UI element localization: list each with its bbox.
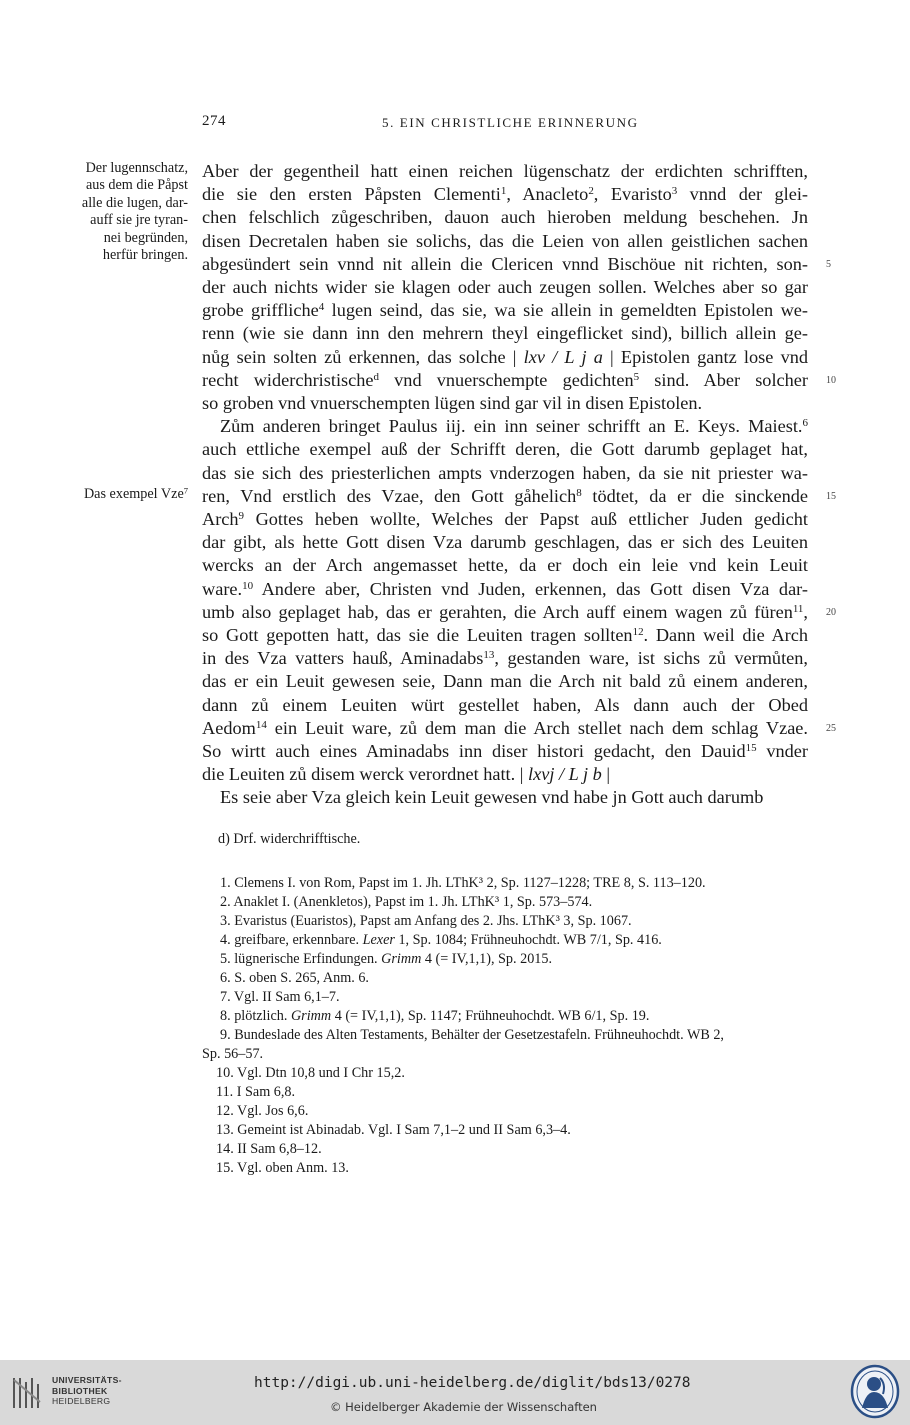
footnote: 10. Vgl. Dtn 10,8 und I Chr 15,2.: [216, 1065, 405, 1081]
margin-note-line: herfür bringen.: [102, 247, 188, 264]
footnote: 11. I Sam 6,8.: [216, 1084, 296, 1100]
margin-note: [82, 160, 188, 264]
academy-seal-icon[interactable]: [850, 1364, 900, 1419]
text-line: recht widerchristische$^d$ vnd vnuerschempte gedichten$^5$ sind. Aber solcher: [202, 369, 808, 390]
text-line: dar gibt, als hette Gott disen Vza darumb geschlagen, das er sich des Leuiten: [202, 532, 808, 553]
footnote-ref[interactable]: 4: [318, 301, 325, 314]
footer-bar: [0, 1360, 910, 1425]
footnote-ref[interactable]: 1: [500, 185, 507, 198]
text-line: der auch nichts wider sie klagen oder auch zeugen sollen. Welches aber so gar: [202, 277, 808, 297]
footnote-ref[interactable]: 10: [242, 579, 254, 592]
permalink-url[interactable]: http://digi.ub.uni-heidelberg.de/diglit/bds13/0278: [254, 1375, 691, 1391]
footnote: 3. Evaristus (Euaristos), Papst am Anfang des 2. Jhs. LThK³ 3, Sp. 1067.: [220, 913, 632, 929]
line-number: 5: [826, 258, 831, 270]
footnote: 2. Anaklet I. (Anenkletos), Papst im 1. Jh. LThK³ 1, Sp. 573–574.: [220, 894, 593, 910]
text-line: chen felschlich zůgeschriben, dauon auch hieroben meldung beschehen. Jn: [202, 207, 808, 228]
text-line: So wirtt auch eines Aminadabs inn diser histori gedacht, den Dauid$^{15}$ vnder: [202, 741, 809, 761]
running-title: 5. EIN CHRISTLICHE ERINNERUNG: [382, 115, 639, 130]
footnote-ref[interactable]: 8: [576, 486, 582, 499]
text-line: Arch$^9$ Gottes heben wollte, Welches der Papst auß ettlicher Juden gedicht: [202, 509, 808, 529]
text-line: nůg sein solten zů erkennen, das solche | lxv / L j a | Epistolen gantz lose vnd: [202, 346, 808, 367]
footnote-ref[interactable]: 13: [483, 649, 495, 662]
footnote-ref[interactable]: 5: [633, 370, 640, 383]
line-number: 10: [826, 374, 836, 386]
text-line: renn (wie sie dann inn den mehrern theyl eingeflicket sind), billich allein ge-: [202, 323, 808, 344]
text-line: umb also geplaget hab, das er gerahten, die Arch auff einem wagen zů füren$^{11}$,: [202, 601, 808, 622]
line-number: 25: [826, 722, 836, 734]
university-library-logo[interactable]: [10, 1374, 140, 1414]
text-line: auch ettliche exempel auß der Schrifft deren, die Gott darumb geplaget hat,: [202, 439, 808, 460]
text-line: die Leuiten zů disem werck verordnet hatt. | lxvj / L j b |: [202, 764, 611, 785]
margin-note-line: aus dem die Påpst: [85, 177, 188, 194]
footnote: 6. S. oben S. 265, Anm. 6.: [220, 970, 369, 986]
library-name: UNIVERSITÄTS- BIBLIOTHEK HEIDELBERG: [52, 1375, 122, 1406]
italic-text: lxvj / L j b: [528, 764, 602, 785]
copyright-notice: © Heidelberger Akademie der Wissenschaften: [330, 1400, 597, 1414]
footnote-ref[interactable]: 15: [745, 741, 757, 754]
footnote-ref[interactable]: 3: [671, 185, 678, 198]
text-line: so groben vnd vnuerschempten lügen sind gar vil in disen Epistolen.: [202, 393, 703, 413]
text-line: abgesündert sein vnnd nit allein die Clericen vnnd Bischöue nit richten, son-: [202, 253, 808, 274]
text-line: dann zů einem Leuiten würt gestellet haben, Als dann auch der Obed: [202, 694, 808, 715]
footnote: 8. plötzlich. Grimm 4 (= IV,1,1), Sp. 1147; Frühneuhochdt. WB 6/1, Sp. 19.: [220, 1008, 650, 1024]
text-line: disen Decretalen haben sie solichs, das die Leien von allen geistlichen sachen: [202, 230, 808, 251]
margin-note: [84, 486, 188, 503]
text-line: die sie den ersten Påpsten Clementi$^1$, Anacleto$^2$, Evaristo$^3$ vnnd der glei-: [202, 184, 808, 205]
footnote: 15. Vgl. oben Anm. 13.: [216, 1160, 349, 1176]
footnote-ref[interactable]: 2: [588, 185, 594, 198]
page-number: 274: [202, 113, 226, 129]
library-logo-icon: [10, 1374, 44, 1412]
italic-text: lxv / L j a: [523, 346, 603, 367]
text-line: das sie sich des priesterlichen ampts vnderzogen haben, da sie nit priester wa-: [202, 462, 808, 483]
footnote-ref[interactable]: 11: [792, 602, 804, 615]
footnote-ref[interactable]: 6: [802, 417, 808, 430]
text-line: ware.$^{10}$ Andere aber, Christen vnd Juden, erkennen, das Gott disen Vza dar-: [202, 578, 808, 599]
text-line: Aedom$^{14}$ ein Leuit ware, zů dem man die Arch stellet nach dem schlag Vzae.: [202, 717, 808, 738]
footnote: 9. Bundeslade des Alten Testaments, Behälter der Gesetzestafeln. Frühneuhochdt. WB 2,: [220, 1027, 724, 1043]
text-line: wercks an der Arch angemasset hette, da er doch ein leie vnd kein Leuit: [202, 555, 808, 576]
footnote-ref[interactable]: 7: [183, 485, 188, 496]
text-line: Zům anderen bringet Paulus iij. ein inn seiner schrifft an E. Keys. Maiest.$^6$: [220, 416, 808, 437]
footnote-ref[interactable]: d: [373, 370, 379, 383]
footnote: 13. Gemeint ist Abinadab. Vgl. I Sam 7,1–2 und II Sam 6,3–4.: [216, 1122, 571, 1138]
line-number: 15: [826, 490, 836, 502]
text-line: grobe griffliche$^4$ lugen seind, das sie, wa sie allein in gemeldten Epistolen we-: [202, 300, 808, 321]
footnote: 5. lügnerische Erfindungen. Grimm 4 (= IV,1,1), Sp. 2015.: [220, 951, 553, 967]
margin-note-line: Der lugennschatz,: [85, 160, 188, 176]
text-line: Aber der gegentheil hatt einen reichen lügenschatz der erdichten schrifften,: [202, 161, 808, 181]
text-line: so Gott gepotten hatt, das sie die Leuiten tragen sollten$^{12}$. Dann weil die Arch: [202, 625, 808, 645]
margin-note-line: Das exempel Vze$^7$: [83, 485, 188, 502]
margin-note-line: nei begründen,: [103, 229, 188, 246]
footnote-continuation: Sp. 56–57.: [202, 1046, 264, 1062]
italic-text: Grimm: [381, 951, 422, 967]
margin-note-line: alle die lugen, dar-: [81, 194, 188, 211]
line-number: 20: [826, 606, 836, 618]
footnote: 7. Vgl. II Sam 6,1–7.: [220, 989, 340, 1005]
margin-note-line: auff sie jre tyran-: [90, 212, 188, 229]
footnote-ref[interactable]: 12: [632, 625, 644, 638]
footnote: 12. Vgl. Jos 6,6.: [216, 1103, 309, 1119]
footnote: 14. II Sam 6,8–12.: [216, 1141, 322, 1157]
footnote: 1. Clemens I. von Rom, Papst im 1. Jh. LThK³ 2, Sp. 1127–1228; TRE 8, S. 113–120.: [220, 875, 706, 891]
italic-text: Grimm: [290, 1008, 332, 1024]
text-line: das er ein Leuit gewesen seie, Dann man die Arch nit bald zů einem anderen,: [202, 671, 808, 692]
footnote-ref[interactable]: 14: [255, 718, 267, 731]
text-line: in des Vza vatters hauß, Aminadabs$^{13}$, gestanden ware, ist sichs zů vermůten,: [202, 648, 808, 669]
italic-text: Lexer: [362, 932, 395, 948]
footnote-ref[interactable]: 9: [238, 509, 245, 522]
text-line: Es seie aber Vza gleich kein Leuit gewesen vnd habe jn Gott auch darumb: [220, 787, 764, 808]
text-line: ren, Vnd erstlich des Vzae, den Gott gåhelich$^8$ tödtet, da er die sinckende: [202, 485, 808, 506]
footnote: 4. greifbare, erkennbare. Lexer 1, Sp. 1084; Frühneuhochdt. WB 7/1, Sp. 416.: [220, 932, 662, 948]
text-critical-note: d) Drf. widerchrifftische.: [218, 831, 361, 847]
